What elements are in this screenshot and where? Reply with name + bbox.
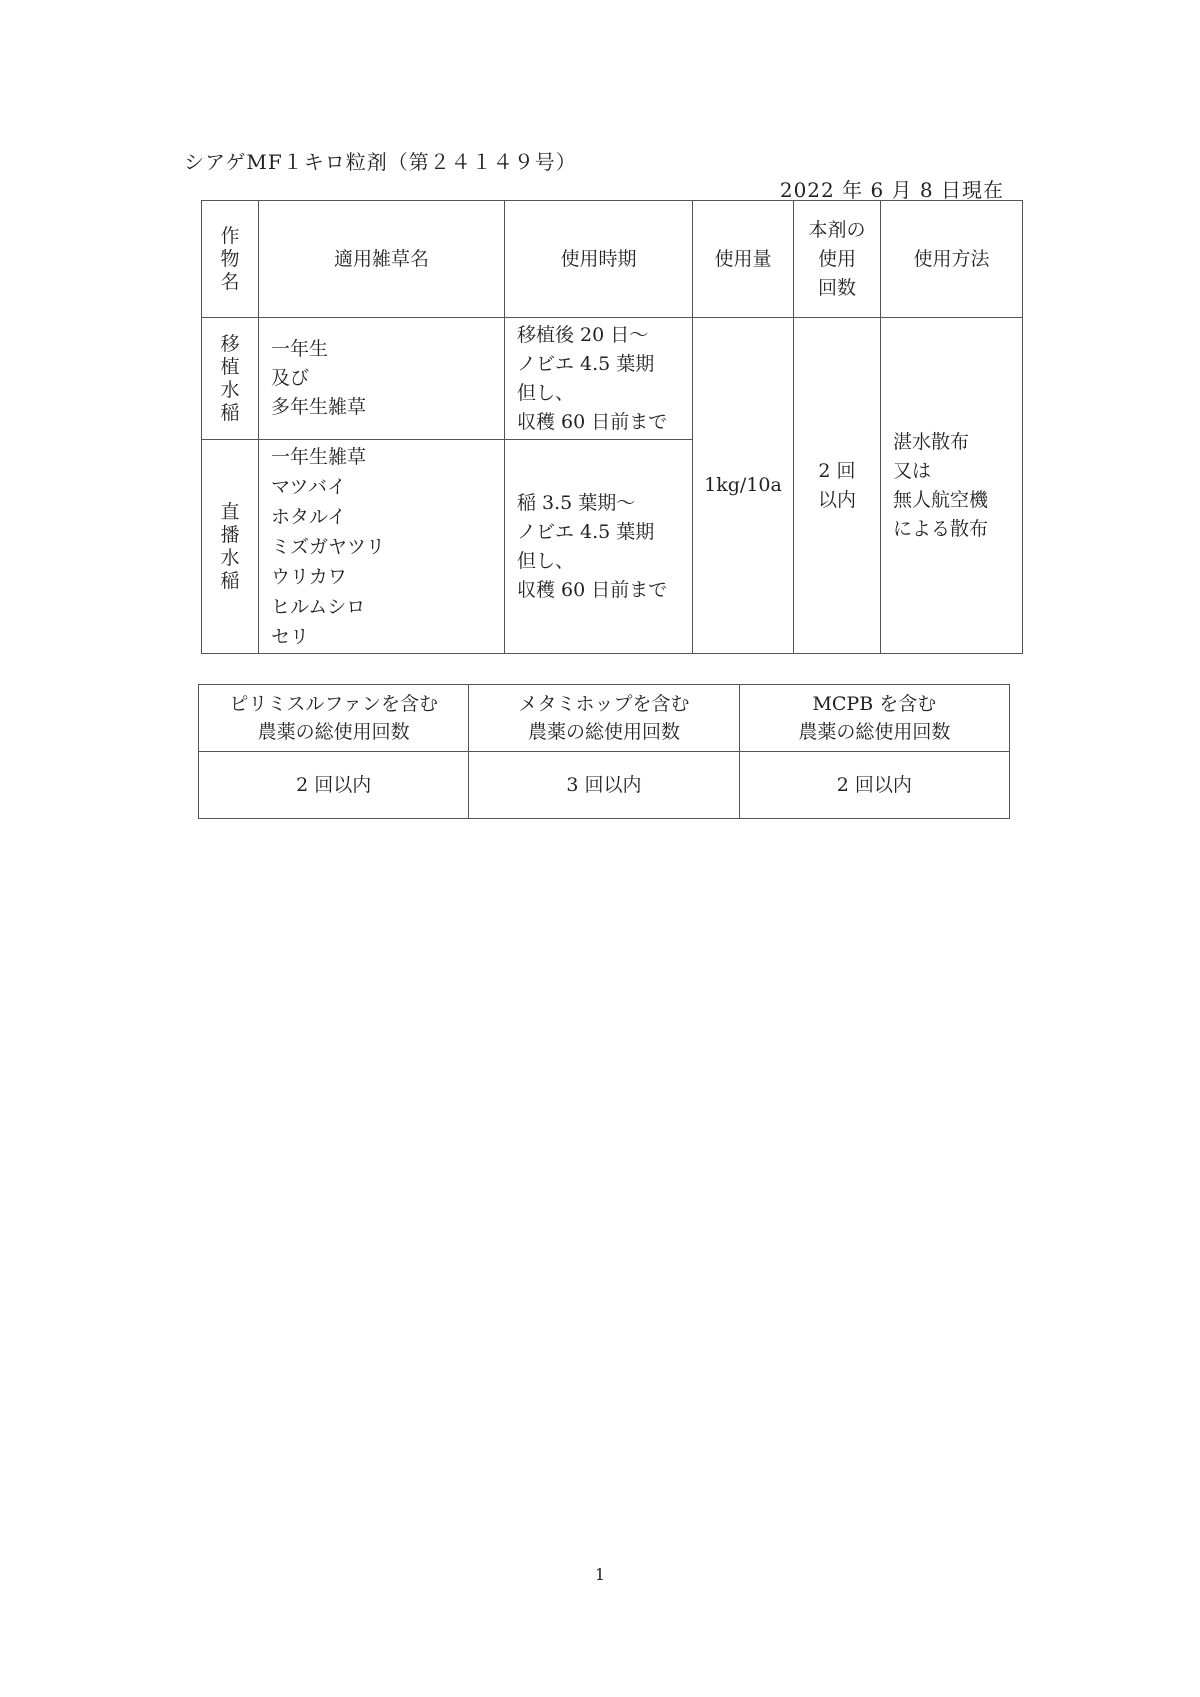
crop-transplanted-rice: 移 植 水 稲 — [202, 318, 259, 440]
method-cell: 湛水散布 又は 無人航空機 による散布 — [881, 318, 1023, 654]
weeds-transplanted-rice: 一年生 及び 多年生雑草 — [259, 318, 505, 440]
row-transplanted-rice — [202, 318, 1023, 440]
header-crop: 作 物 名 — [202, 201, 259, 318]
total-usage-table — [198, 684, 1010, 819]
usage-table — [201, 200, 1023, 654]
summary-header-pyrimisulfan: ピリミスルファンを含む 農薬の総使用回数 — [199, 685, 469, 752]
summary-header-row — [199, 685, 1010, 752]
crop-direct-seeded-rice: 直 播 水 稲 — [202, 440, 259, 654]
summary-header-metamifop: メタミホップを含む 農薬の総使用回数 — [469, 685, 739, 752]
weeds-direct-seeded-rice: 一年生雑草 マツバイ ホタルイ ミズガヤツリ ウリカワ ヒルムシロ セリ — [259, 440, 505, 654]
summary-value-pyrimisulfan: 2 回以内 — [199, 752, 469, 819]
header-weeds: 適用雑草名 — [259, 201, 505, 318]
count-cell: 2 回 以内 — [794, 318, 881, 654]
amount-cell: 1kg/10a — [693, 318, 794, 654]
header-amount: 使用量 — [693, 201, 794, 318]
timing-direct-seeded-rice: 稲 3.5 葉期～ ノビエ 4.5 葉期 但し、 収穫 60 日前まで — [505, 440, 693, 654]
timing-transplanted-rice: 移植後 20 日～ ノビエ 4.5 葉期 但し、 収穫 60 日前まで — [505, 318, 693, 440]
summary-value-row — [199, 752, 1010, 819]
summary-value-metamifop: 3 回以内 — [469, 752, 739, 819]
summary-header-mcpb: MCPB を含む 農薬の総使用回数 — [739, 685, 1009, 752]
header-row — [202, 201, 1023, 318]
header-count: 本剤の 使用 回数 — [794, 201, 881, 318]
date-stamp: 2022 年 6 月 8 日現在 — [779, 178, 1004, 202]
page-number: 1 — [594, 1565, 606, 1584]
header-timing: 使用時期 — [505, 201, 693, 318]
summary-value-mcpb: 2 回以内 — [739, 752, 1009, 819]
header-method: 使用方法 — [881, 201, 1023, 318]
document-title: シアゲMF１キロ粒剤（第２４１４９号） — [184, 150, 577, 174]
